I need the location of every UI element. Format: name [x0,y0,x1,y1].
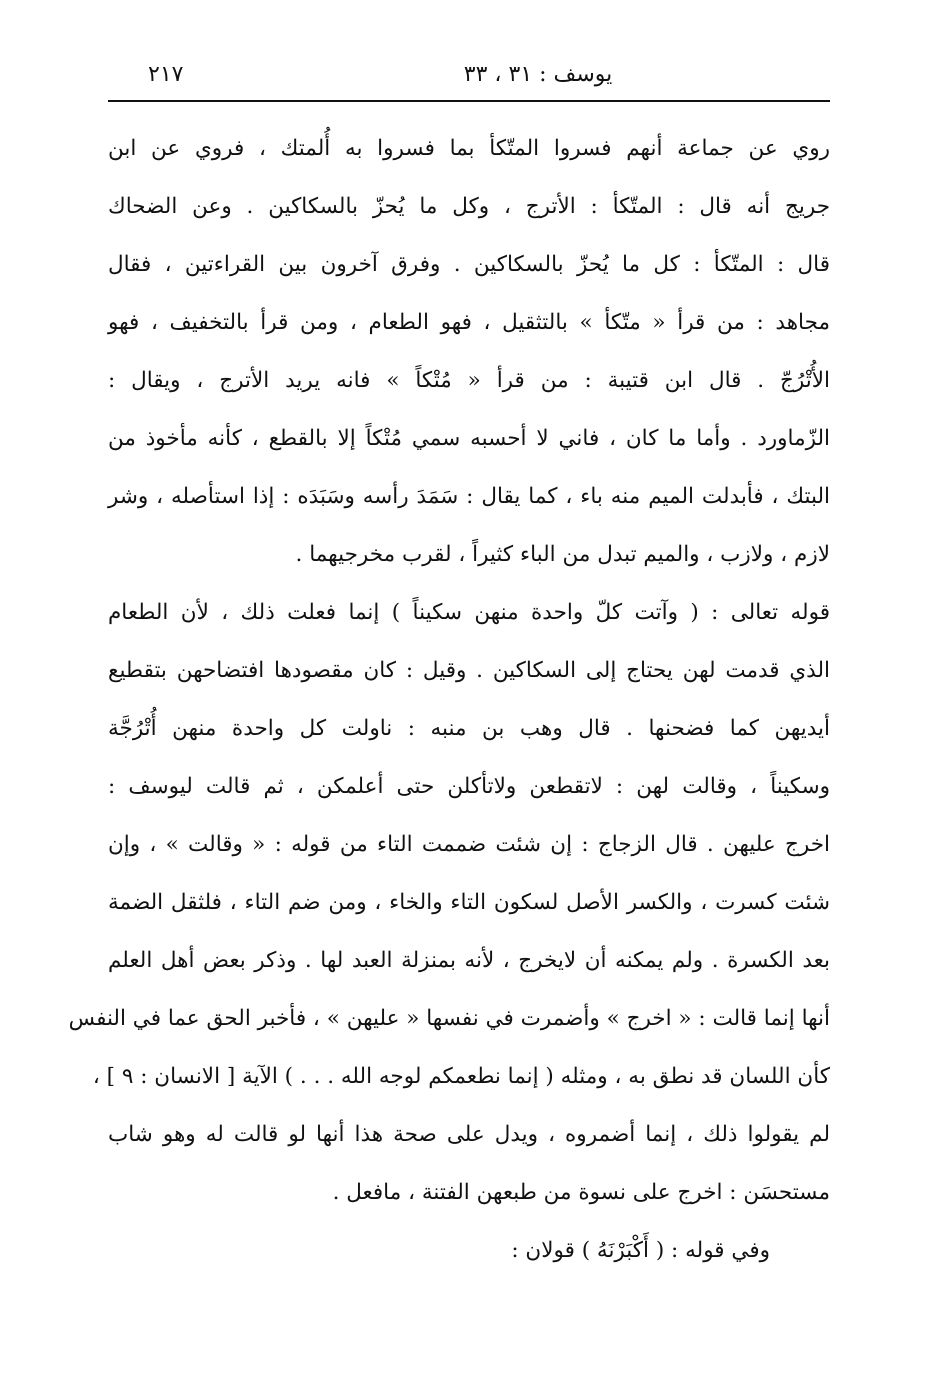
text-line: شئت كسرت ، والكسر الأصل لسكون التاء والخاء ، ومن ضم التاء ، فلثقل الضمة [108,890,830,915]
text-line: لازم ، ولازب ، والميم تبدل من الباء كثيراً ، لقرب مخرجيهما . [295,542,830,567]
page-number: ٢١٧ [148,62,184,87]
text-line: الأُتْرُجّ . قال ابن قتيبة : من قرأ « مُتْكاً » فانه يريد الأترج ، ويقال : [108,368,830,393]
page-header [108,58,830,98]
text-line: مجاهد : من قرأ « متّكأ » بالتثقيل ، فهو الطعام ، ومن قرأ بالتخفيف ، فهو [108,310,830,335]
header-divider [108,100,830,102]
text-line: مستحسَن : اخرج على نسوة من طبعهن الفتنة ، مافعل . [332,1180,830,1205]
text-line: الزّماورد . وأما ما كان ، فاني لا أحسبه سمي مُتْكاً إلا بالقطع ، كأنه مأخوذ من [108,426,830,451]
text-line: قوله تعالى : ( وآتت كلّ واحدة منهن سكيناً ) إنما فعلت ذلك ، لأن الطعام [108,600,830,625]
text-line: الذي قدمت لهن يحتاج إلى السكاكين . وقيل : كان مقصودها افتضاحهن بتقطيع [108,658,830,683]
body-text [68,120,830,1280]
text-line: قال : المتّكأ : كل ما يُحزّ بالسكاكين . وفرق آخرون بين القراءتين ، فقال [108,252,830,277]
text-line: وسكيناً ، وقالت لهن : لاتقطعن ولاتأكلن حتى أعلمكن ، ثم قالت ليوسف : [108,774,830,799]
text-line: أنها إنما قالت : « اخرج » وأضمرت في نفسها « عليهن » ، فأخبر الحق عما في النفس [68,1006,830,1031]
text-line: جريج أنه قال : المتّكأ : الأترج ، وكل ما يُحزّ بالسكاكين . وعن الضحاك [108,194,830,219]
text-line: وفي قوله : ( أَكْبَرْنَهُ ) قولان : [511,1238,770,1263]
text-line: أيديهن كما فضحنها . قال وهب بن منبه : ناولت كل واحدة منهن أُتْرُجَّة [108,716,830,741]
text-line: لم يقولوا ذلك ، إنما أضمروه ، ويدل على صحة هذا أنها لو قالت له وهو شاب [108,1122,830,1147]
text-line: البتك ، فأبدلت الميم منه باء ، كما يقال : سَمَدَ رأسه وسَبَدَه : إذا استأصله ، وشر [108,484,830,509]
text-line: كأن اللسان قد نطق به ، ومثله ( إنما نطعمكم لوجه الله . . . ) الآية [ الانسان : ٩ ] ، [92,1064,830,1089]
text-line: روي عن جماعة أنهم فسروا المتّكأ بما فسروا به أُلمتك ، فروي عن ابن [108,136,830,161]
text-line: بعد الكسرة . ولم يمكنه أن لايخرج ، لأنه بمنزلة العبد لها . وذكر بعض أهل العلم [108,948,830,973]
running-head: يوسف : ٣١ ، ٣٣ [463,62,613,87]
text-line: اخرج عليهن . قال الزجاج : إن شئت ضممت التاء من قوله : « وقالت » ، وإن [108,832,830,857]
